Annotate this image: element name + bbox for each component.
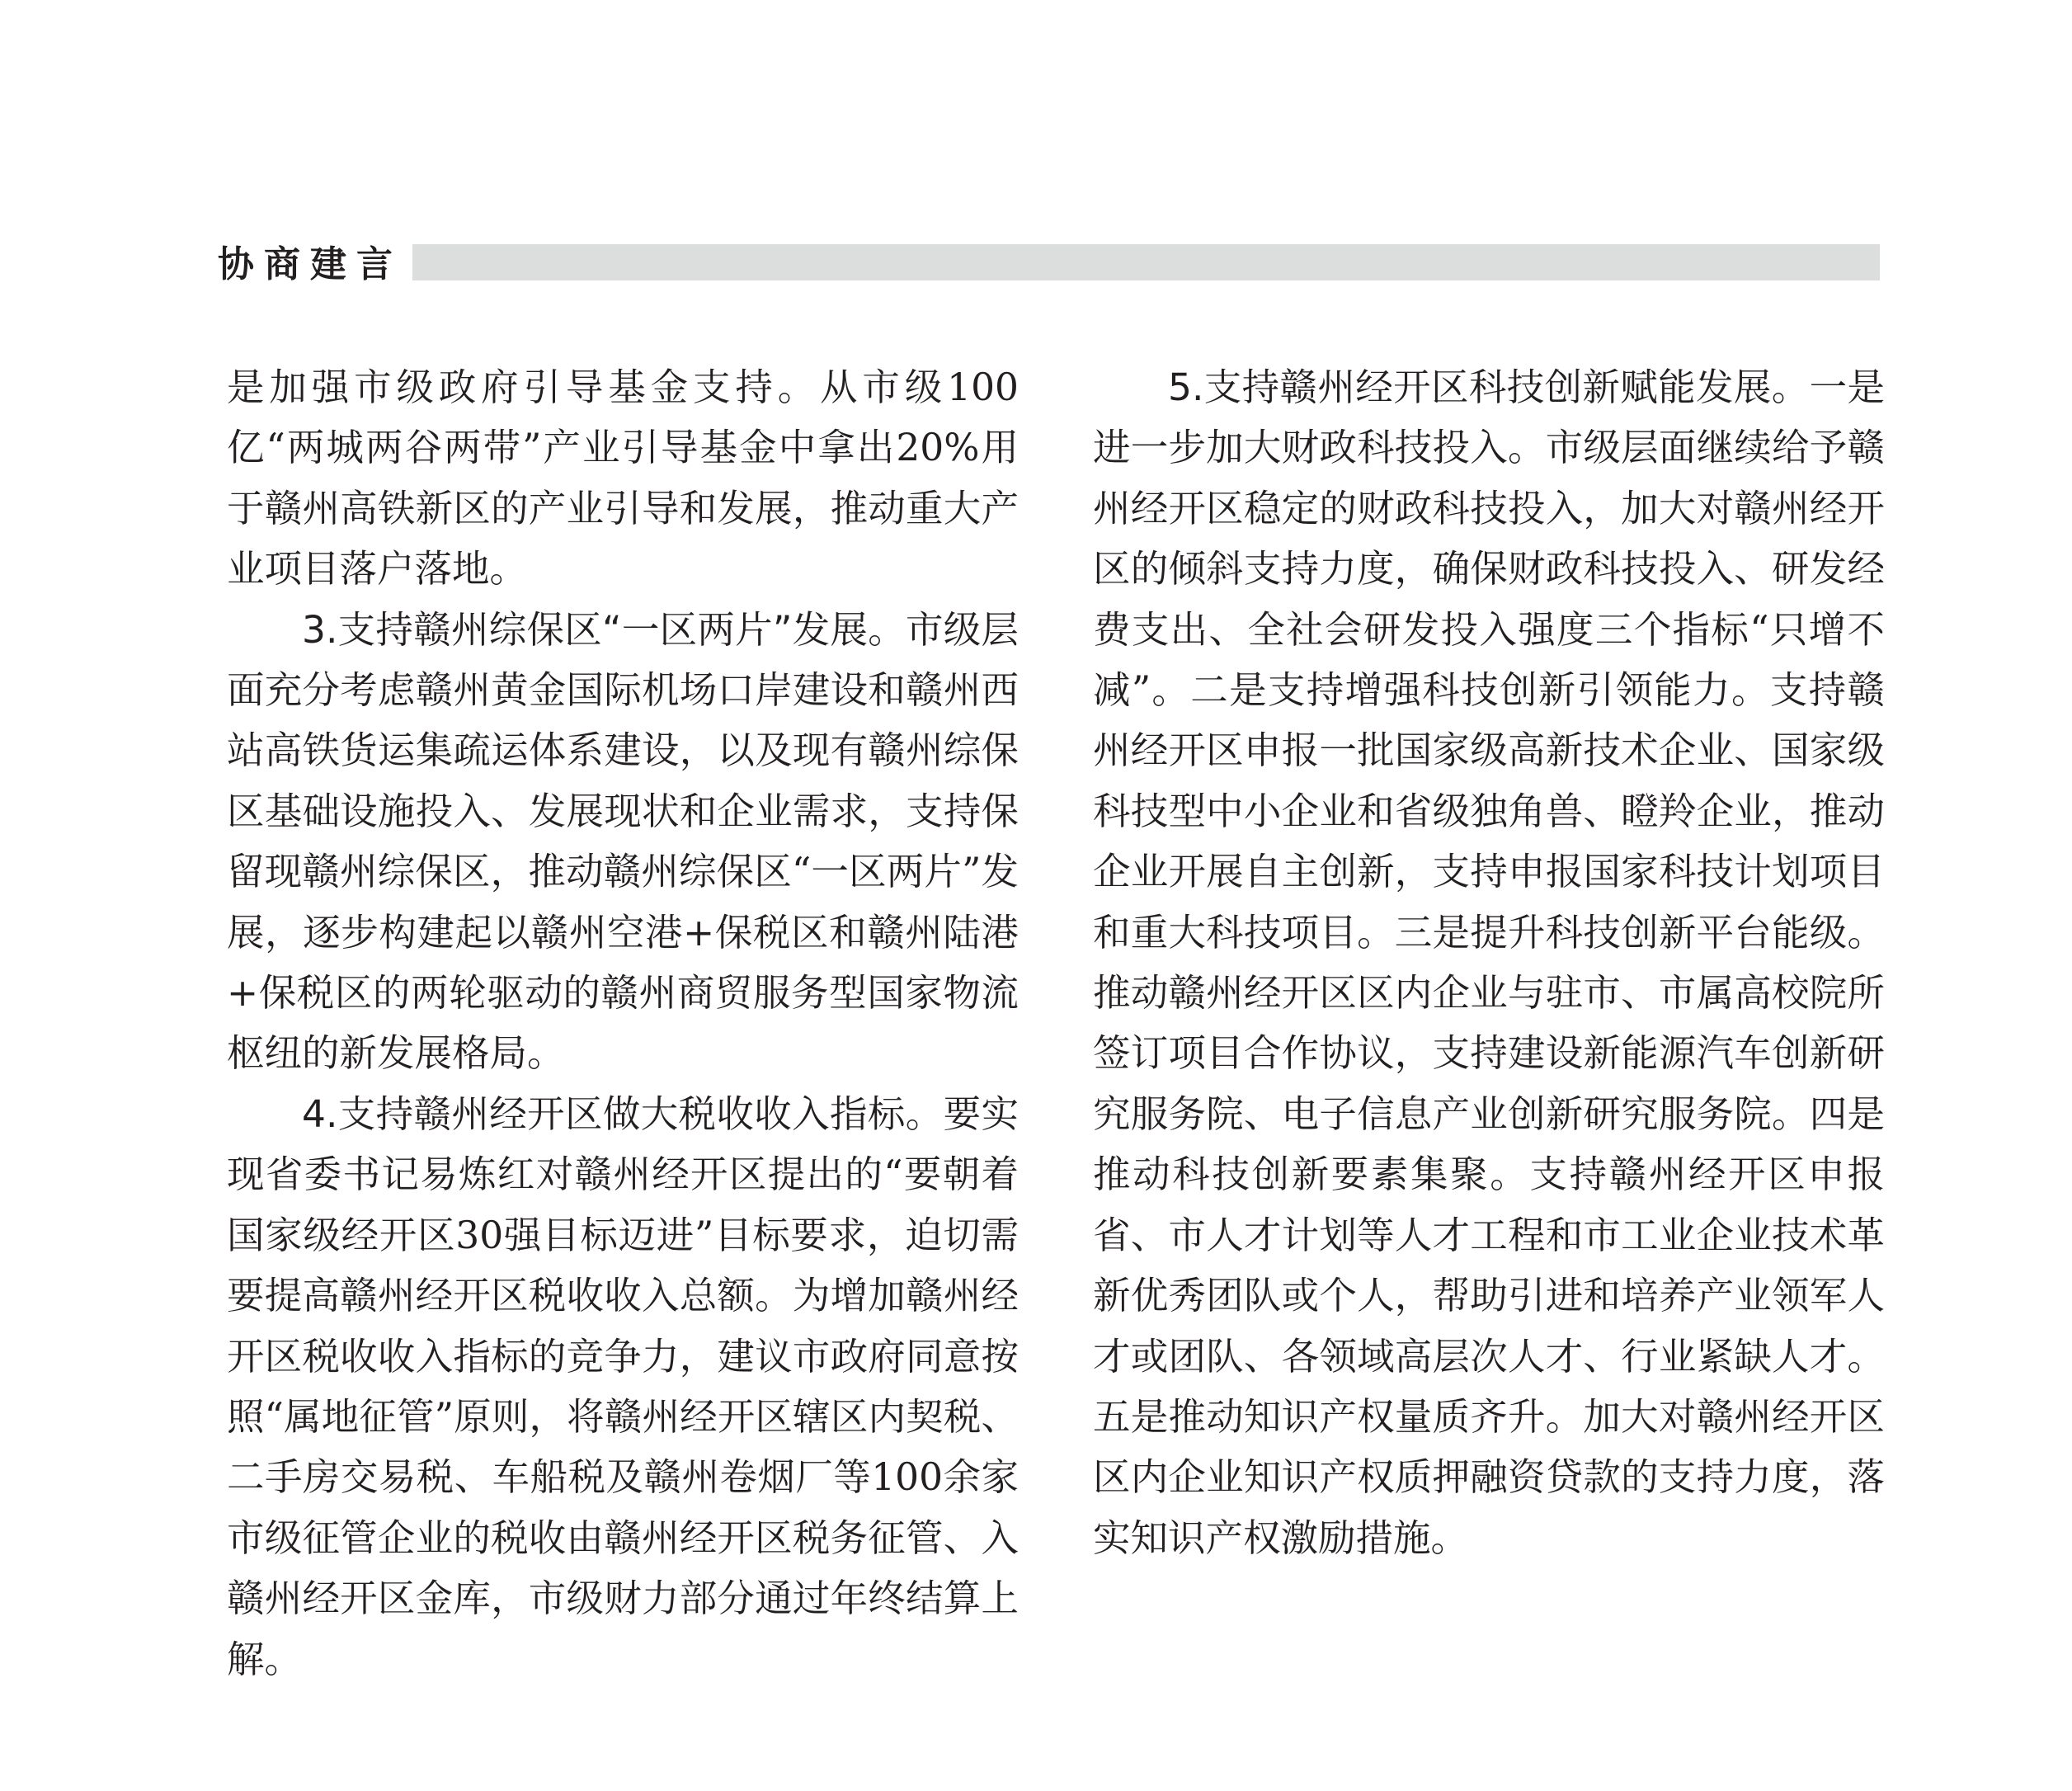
section-title: 协商建言: [218, 243, 403, 285]
item-3-body: 市级层面充分考虑赣州黄金国际机场口岸建设和赣州西站高铁货运集疏运体系建设，以及现有赣州综保区基础设施投入、发展现状和企业需求，支持保留现赣州综保区，推动赣州综保区“一区两片”发展，逐步构建起以赣州空港+保税区和赣州陆港+保税区的两轮驱动的赣州商贸服务型国家物流枢纽的新发展格局。: [227, 607, 1019, 1076]
left-column: [227, 357, 1019, 1690]
paragraph-tech-innovation: [1093, 357, 1885, 1568]
item-4-heading: 4.支持赣州经开区做大税收收入指标。: [302, 1091, 944, 1136]
page-header: [218, 239, 1884, 290]
item-5-heading: 5.支持赣州经开区科技创新赋能发展。: [1168, 365, 1810, 409]
item-5-body: 一是进一步加大财政科技投入。市级层面继续给予赣州经开区稳定的财政科技投入，加大对赣州经开区的倾斜支持力度，确保财政科技投入、研发经费支出、全社会研发投入强度三个指标“只增不减”。二是支持增强科技创新引领能力。支持赣州经开区申报一批国家级高新技术企业、国家级科技型中小企业和省级独角兽、瞪羚企业，推动企业开展自主创新，支持申报国家科技计划项目和重大科技项目。三是提升科技创新平台能级。推动赣州经开区区内企业与驻市、市属高校院所签订项目合作协议，支持建设新能源汽车创新研究服务院、电子信息产业创新研究服务院。四是推动科技创新要素集聚。支持赣州经开区申报省、市人才计划等人才工程和市工业企业技术革新优秀团队或个人，帮助引进和培养产业领军人才或团队、各领域高层次人才、行业紧缺人才。五是推动知识产权量质齐升。加大对赣州经开区区内企业知识产权质押融资贷款的支持力度，落实知识产权激励措施。: [1093, 365, 1885, 1560]
right-column: [1093, 357, 1885, 1568]
paragraph-tax-revenue: [227, 1084, 1019, 1690]
item-4-body: 要实现省委书记易炼红对赣州经开区提出的“要朝着国家级经开区30强目标迈进”目标要求，迫切需要提高赣州经开区税收收入总额。为增加赣州经开区税收收入指标的竞争力，建议市政府同意按照“属地征管”原则，将赣州经开区辖区内契税、二手房交易税、车船税及赣州卷烟厂等100余家市级征管企业的税收由赣州经开区税务征管、入赣州经开区金库，市级财力部分通过年终结算上解。: [227, 1091, 1019, 1681]
paragraph-bonded-zone: [227, 600, 1019, 1084]
paragraph-guidance-fund: 是加强市级政府引导基金支持。从市级100亿“两城两谷两带”产业引导基金中拿出20%用于赣州高铁新区的产业引导和发展，推动重大产业项目落户落地。: [227, 365, 1019, 592]
item-3-heading: 3.支持赣州综保区“一区两片”发展。: [302, 607, 906, 652]
header-rule-bar: [412, 244, 1880, 280]
